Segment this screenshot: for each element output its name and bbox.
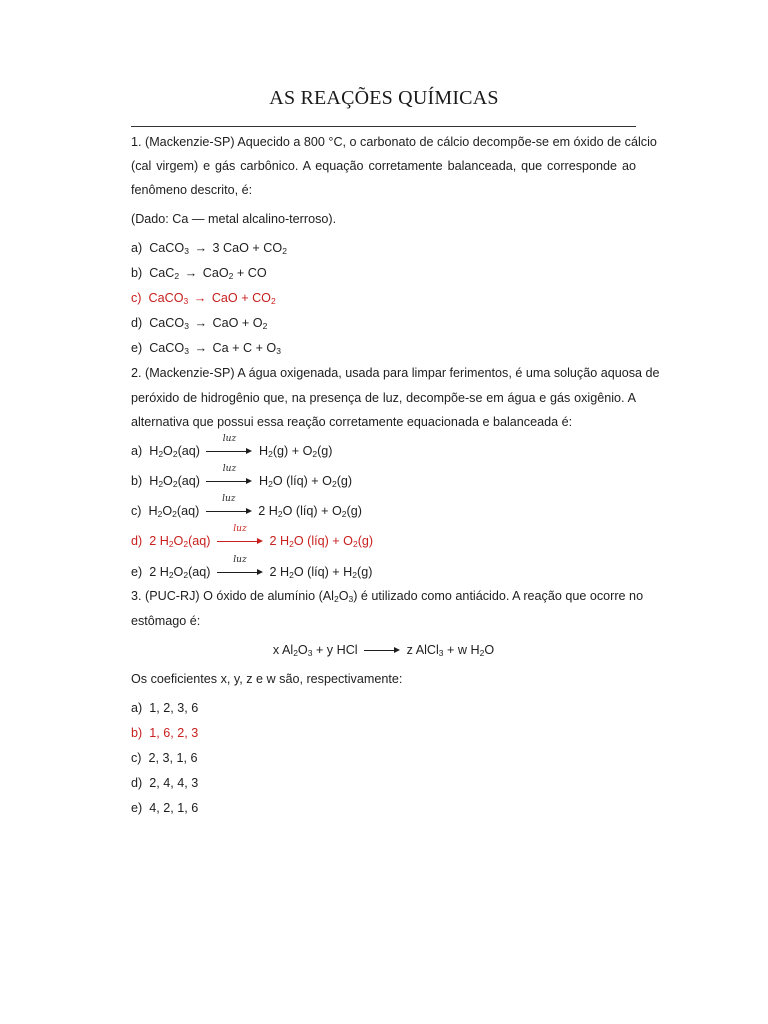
q3-equation: [131, 642, 636, 658]
equation-term: + y HCl: [312, 643, 358, 657]
q2-option-e: [131, 555, 636, 580]
reagent: CaCO: [149, 341, 185, 355]
option-letter: e): [131, 341, 143, 355]
subscript: 3: [183, 296, 189, 306]
subscript: 2: [333, 594, 339, 604]
q3-option-d: [131, 775, 636, 791]
option-letter: a): [131, 241, 143, 255]
q2-option-b: [131, 464, 636, 489]
reagent: 2 H: [149, 534, 169, 548]
q3-text-line-2: estômago é:: [131, 614, 201, 628]
light-reaction-arrow-icon: [206, 494, 252, 516]
subscript: 2: [168, 539, 174, 549]
product: + CO: [236, 266, 267, 280]
option-letter: d): [131, 534, 143, 548]
option-letter: b): [131, 474, 143, 488]
subscript: 2: [282, 246, 287, 256]
product: (g) + O: [272, 444, 313, 458]
reagent: CaCO: [149, 316, 185, 330]
subscript: 2: [270, 296, 276, 306]
title-underline: [131, 126, 636, 127]
q2-option-c: [131, 494, 636, 519]
option-text: 1, 2, 3, 6: [149, 701, 199, 715]
option-letter: a): [131, 701, 143, 715]
q3-question: Os coeficientes x, y, z e w são, respectivamente:: [131, 672, 403, 686]
reagent: O: [173, 534, 184, 548]
product-state: (g): [357, 534, 374, 548]
product: H: [258, 474, 269, 488]
reaction-arrow-icon: →: [194, 241, 208, 255]
arrow-label: luz: [222, 494, 236, 504]
reagent-state: (aq): [177, 474, 200, 488]
q3-text: O: [338, 589, 349, 603]
q3-option-c: [131, 750, 636, 766]
reaction-arrow-icon: [364, 643, 400, 655]
light-reaction-arrow-icon: [217, 555, 263, 577]
product: CaO + O: [212, 316, 263, 330]
reaction-arrow-icon: →: [193, 291, 207, 305]
q2-text-line-1: 2. (Mackenzie-SP) A água oxigenada, usada para limpar ferimentos, é uma solução aquosa de: [131, 366, 660, 380]
option-letter: d): [131, 316, 143, 330]
reaction-arrow-icon: →: [184, 266, 198, 280]
option-letter: e): [131, 801, 143, 815]
option-letter: b): [131, 726, 143, 740]
subscript: 3: [348, 594, 354, 604]
subscript: 2: [228, 271, 234, 281]
subscript: 2: [183, 539, 189, 549]
product-state: (g): [336, 474, 353, 488]
reagent: CaCO: [149, 241, 185, 255]
light-reaction-arrow-icon: [206, 434, 252, 456]
subscript: 2: [172, 479, 178, 489]
arrow-label: luz: [233, 524, 247, 534]
product: Ca + C + O: [212, 341, 277, 355]
option-letter: a): [131, 444, 143, 458]
subscript: 3: [438, 648, 444, 658]
q1-option-e: [131, 340, 636, 356]
product: 3 CaO + CO: [212, 241, 283, 255]
option-letter: c): [131, 291, 142, 305]
q3-text-line-1: [131, 588, 644, 604]
product: O (líq) + O: [272, 474, 332, 488]
product: 2 H: [269, 565, 290, 579]
subscript: 3: [184, 321, 189, 331]
option-letter: c): [131, 751, 142, 765]
product-state: (g): [357, 565, 373, 579]
reagent: CaCO: [148, 291, 184, 305]
product: H: [258, 444, 269, 458]
option-text: 4, 2, 1, 6: [149, 801, 199, 815]
arrow-label: luz: [233, 555, 247, 565]
subscript: 2: [352, 570, 357, 580]
reagent: H: [148, 504, 158, 518]
subscript: 2: [158, 449, 164, 459]
subscript: 2: [157, 509, 163, 519]
reagent-state: (aq): [177, 444, 200, 458]
option-letter: d): [131, 776, 143, 790]
subscript: 2: [289, 539, 294, 549]
option-text: 2, 3, 1, 6: [148, 751, 198, 765]
equation-term: O: [297, 643, 308, 657]
q1-dado: (Dado: Ca — metal alcalino-terroso).: [131, 212, 337, 226]
q1-option-c-correct: [131, 290, 636, 306]
product-state: (g): [346, 504, 362, 518]
subscript: 2: [172, 509, 177, 519]
option-letter: c): [131, 504, 142, 518]
subscript: 3: [184, 246, 189, 256]
q1-text-line-2: (cal virgem) e gás carbônico. A equação corretamente balanceada, que corresponde ao: [131, 159, 636, 173]
subscript: 3: [276, 346, 281, 356]
product: CaO: [202, 266, 229, 280]
product-state: (g): [317, 444, 333, 458]
reagent: H: [149, 474, 159, 488]
subscript: 2: [479, 648, 485, 658]
subscript: 2: [268, 449, 273, 459]
subscript: 2: [168, 570, 174, 580]
subscript: 2: [262, 321, 268, 331]
reagent-state: (aq): [188, 534, 211, 548]
subscript: 3: [307, 648, 313, 658]
reaction-arrow-icon: →: [194, 316, 208, 330]
q2-text-line-2: peróxido de hidrogênio que, na presença de luz, decompõe-se em água e gás oxigênio. A: [131, 391, 636, 405]
equation-term: x Al: [272, 643, 294, 657]
q3-text: ) é utilizado como antiácido. A reação que ocorre no: [353, 589, 644, 603]
subscript: 3: [184, 346, 189, 356]
subscript: 2: [158, 479, 164, 489]
reagent: CaC: [149, 266, 175, 280]
reaction-arrow-icon: →: [194, 341, 208, 355]
subscript: 2: [293, 648, 298, 658]
option-letter: e): [131, 565, 143, 579]
reagent: O: [173, 565, 184, 579]
subscript: 2: [268, 479, 273, 489]
q1-text-line-1: 1. (Mackenzie-SP) Aquecido a 800 °C, o carbonato de cálcio decompõe-se em óxido de cálcio: [131, 135, 657, 149]
option-text: 1, 6, 2, 3: [149, 726, 199, 740]
product: 2 H: [269, 534, 290, 548]
q1-option-d: [131, 315, 636, 331]
reagent: O: [162, 504, 173, 518]
option-letter: b): [131, 266, 143, 280]
q3-option-a: [131, 700, 636, 716]
q3-option-e: [131, 800, 636, 816]
arrow-label: luz: [222, 464, 237, 474]
option-text: 2, 4, 4, 3: [149, 776, 199, 790]
product: O (líq) + O: [293, 534, 353, 548]
subscript: 2: [172, 449, 178, 459]
subscript: 2: [289, 570, 294, 580]
light-reaction-arrow-icon: [206, 464, 252, 486]
subscript: 2: [174, 271, 180, 281]
subscript: 2: [312, 449, 318, 459]
product: 2 H: [258, 504, 278, 518]
reagent: 2 H: [149, 565, 169, 579]
equation-term: + w H: [443, 643, 480, 657]
q2-option-d-correct: [131, 524, 636, 549]
subscript: 2: [331, 479, 337, 489]
arrow-label: luz: [222, 434, 237, 444]
reagent-state: (aq): [188, 565, 211, 579]
reagent: O: [163, 474, 173, 488]
q3-text: 3. (PUC-RJ) O óxido de alumínio (Al: [131, 589, 334, 603]
q1-text-line-3: fenômeno descrito, é:: [131, 183, 253, 197]
reagent-state: (aq): [176, 504, 200, 518]
subscript: 2: [352, 539, 358, 549]
q3-option-b-correct: [131, 725, 636, 741]
q1-option-a: [131, 240, 636, 256]
light-reaction-arrow-icon: [217, 524, 263, 546]
subscript: 2: [183, 570, 189, 580]
q1-option-b: [131, 265, 636, 281]
product: O (líq) + H: [293, 565, 353, 579]
equation-term: z AlCl: [406, 643, 439, 657]
product: O (líq) + O: [282, 504, 342, 518]
reagent: O: [163, 444, 173, 458]
reagent: H: [149, 444, 159, 458]
equation-term: O: [484, 643, 495, 657]
page-title: AS REAÇÕES QUÍMICAS: [269, 87, 499, 109]
subscript: 2: [277, 509, 283, 519]
subscript: 2: [341, 509, 347, 519]
q2-text-line-3: alternativa que possui essa reação corretamente equacionada e balanceada é:: [131, 415, 573, 429]
q2-option-a: [131, 434, 636, 459]
product: CaO + CO: [211, 291, 271, 305]
